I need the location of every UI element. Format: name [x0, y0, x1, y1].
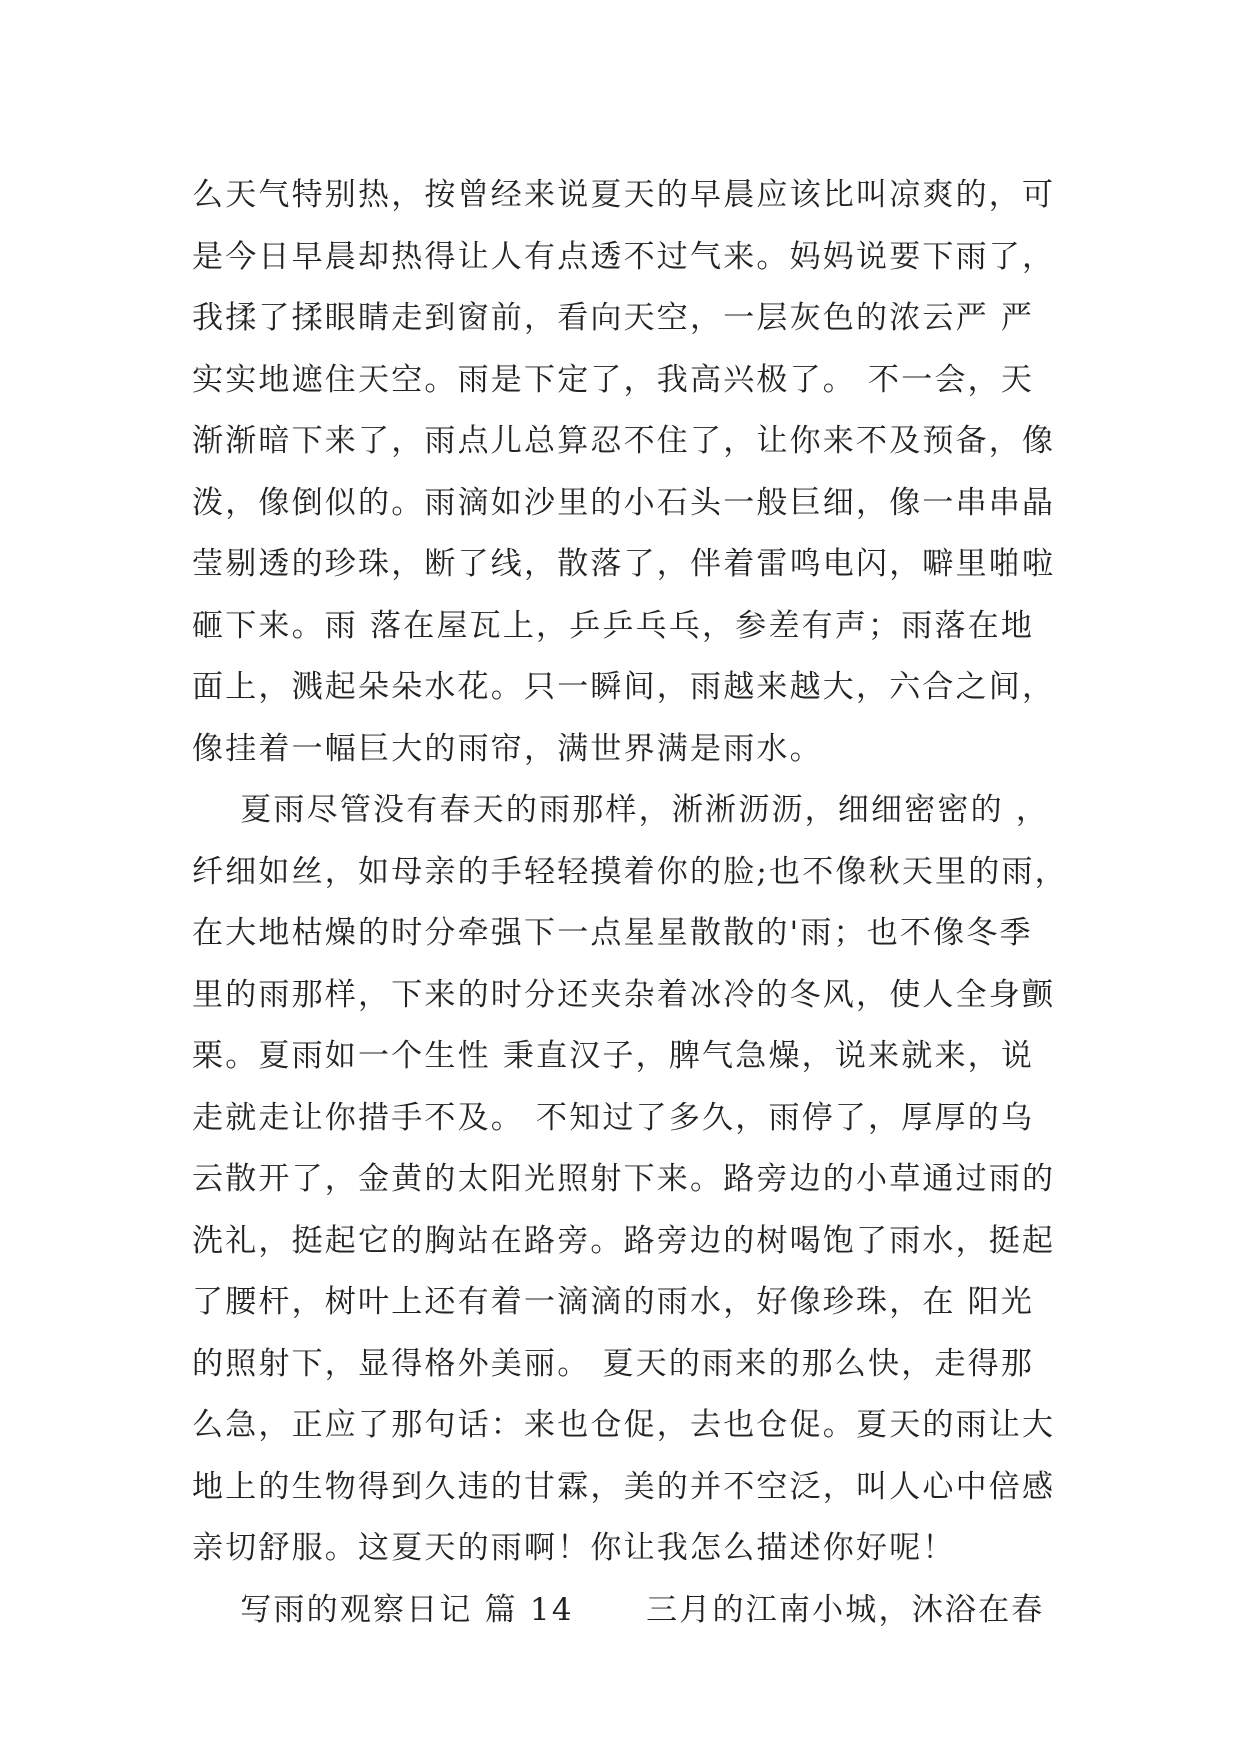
text-line-3: 我揉了揉眼睛走到窗前，看向天空，一层灰色的浓云严 严 [192, 300, 1035, 336]
text-line-6: 泼，像倒似的。雨滴如沙里的小石头一般巨细，像一串串晶 [192, 484, 1056, 521]
text-line-19: 了腰杆，树叶上还有着一滴滴的雨水，好像珍珠，在 阳光 [192, 1284, 1035, 1320]
text-line-21: 么急，正应了那句话：来也仓促，去也仓促。夏天的雨让大 [192, 1407, 1056, 1443]
text-line-10: 像挂着一幅巨大的雨帘，满世界满是雨水。 [192, 730, 823, 767]
text-line-5: 渐渐暗下来了，雨点儿总算忍不住了，让你来不及预备，像 [192, 423, 1056, 459]
text-line-13: 在大地枯燥的时分牵强下一点星星散散的'雨；也不像冬季 [192, 915, 1033, 951]
text-line-8: 砸下来。雨 落在屋瓦上，乒乒乓乓，参差有声；雨落在地 [192, 607, 1035, 644]
text-line-12: 纤细如丝，如母亲的手轻轻摸着你的脸;也不像秋天里的雨， [192, 853, 1068, 890]
text-line-20: 的照射下，显得格外美丽。 夏天的雨来的那么快，走得那 [192, 1345, 1035, 1382]
body-text [192, 165, 1092, 1641]
text-line-24: 写雨的观察日记 篇 14 三月的江南小城，沐浴在春 [192, 1591, 1045, 1628]
text-line-15: 栗。夏雨如一个生性 秉直汉子，脾气急燥，说来就来，说 [192, 1038, 1035, 1074]
text-line-1: 么天气特别热，按曾经来说夏天的早晨应该比叫凉爽的，可 [192, 177, 1056, 213]
text-line-23: 亲切舒服。这夏天的雨啊！你让我怎么描述你好呢！ [192, 1530, 956, 1566]
text-line-11: 夏雨尽管没有春天的雨那样，淅淅沥沥，细细密密的 ， [192, 792, 1050, 828]
text-line-4: 实实地遮住天空。雨是下定了，我高兴极了。 不一会，天 [192, 361, 1035, 398]
text-line-16: 走就走让你措手不及。 不知过了多久，雨停了，厚厚的乌 [192, 1099, 1035, 1136]
text-line-22: 地上的生物得到久违的甘霖，美的并不空泛，叫人心中倍感 [192, 1468, 1056, 1505]
text-line-9: 面上，溅起朵朵水花。只一瞬间，雨越来越大，六合之间， [192, 669, 1056, 705]
text-line-17: 云散开了，金黄的太阳光照射下来。路旁边的小草通过雨的 [192, 1161, 1056, 1197]
text-line-2: 是今日早晨却热得让人有点透不过气来。妈妈说要下雨了， [192, 238, 1056, 275]
text-line-7: 莹剔透的珍珠，断了线，散落了，伴着雷鸣电闪，噼里啪啦 [192, 546, 1056, 582]
text-line-18: 洗礼，挺起它的胸站在路旁。路旁边的树喝饱了雨水，挺起 [192, 1222, 1056, 1259]
text-line-14: 里的雨那样，下来的时分还夹杂着冰冷的冬风，使人全身颤 [192, 976, 1056, 1013]
